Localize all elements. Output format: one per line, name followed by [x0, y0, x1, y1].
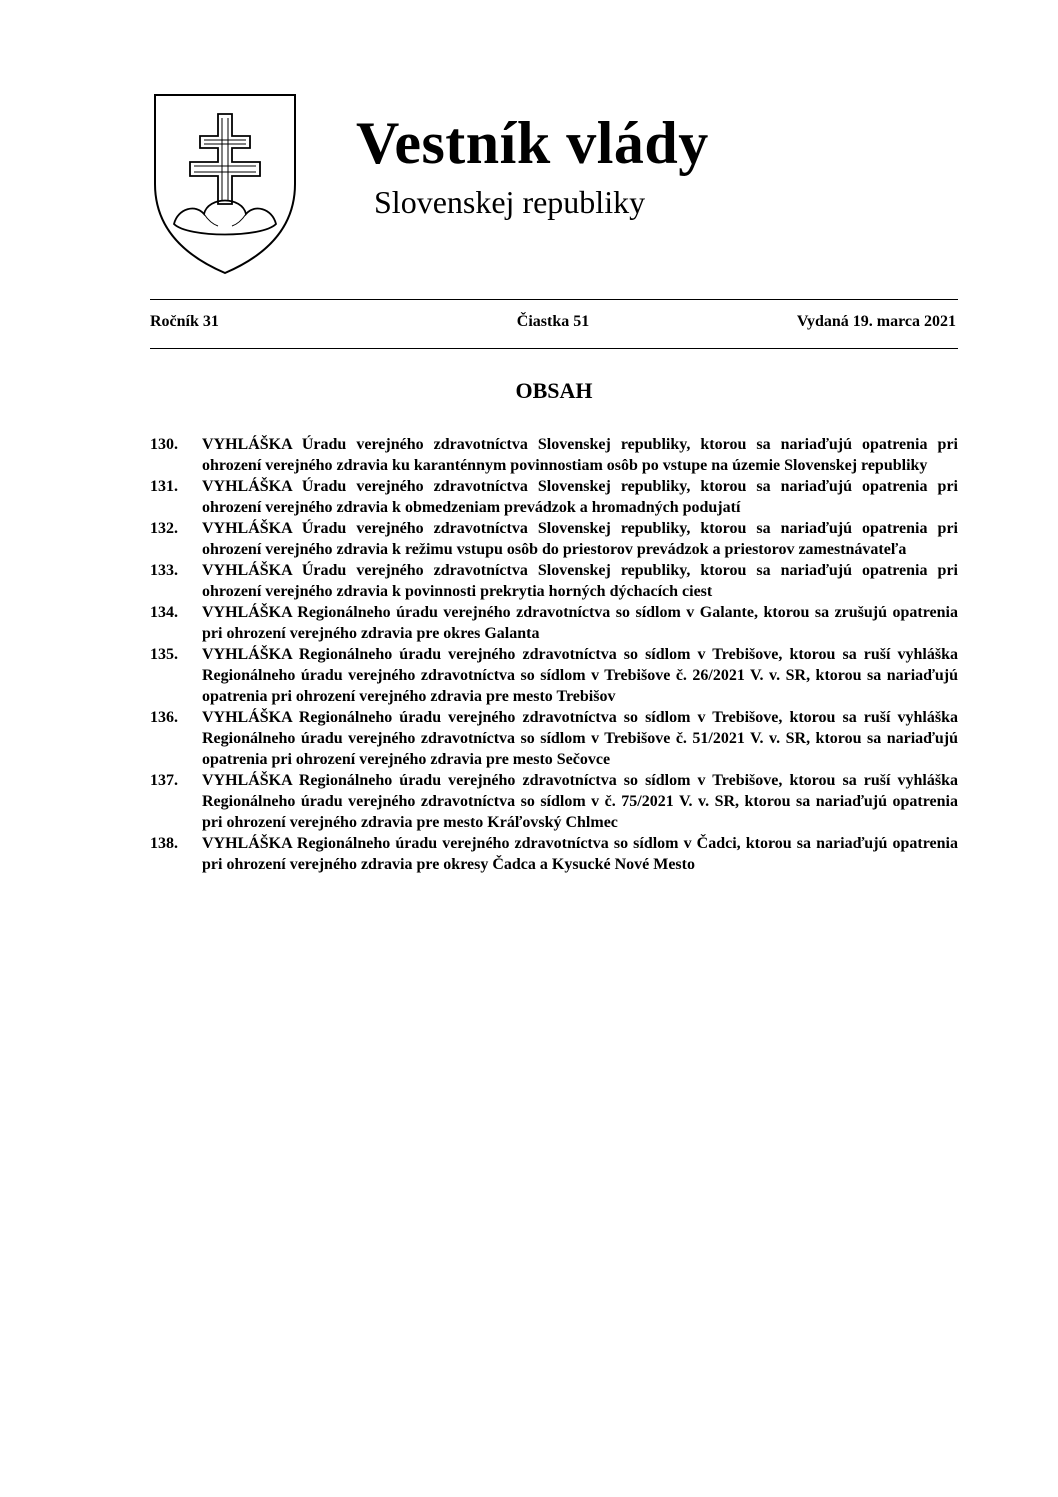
- issue-number: Čiastka 51: [516, 313, 590, 330]
- toc-item-text: VYHLÁŠKA Regionálneho úradu verejného zdravotníctva so sídlom v Trebišove, ktorou sa ruší vyhláška Regionálneho úradu verejného zdravotníctva so sídlom v Trebišove č. 51/2021 V. v. SR, ktorou sa nariaďujú opatrenia pri ohrození verejného zdravia pre mesto Sečovce: [202, 709, 958, 768]
- toc-item: [150, 770, 958, 833]
- toc-item: [150, 644, 958, 707]
- toc-item-number: 136.: [150, 709, 178, 726]
- toc-item-number: 130.: [150, 436, 178, 453]
- issue-date: Vydaná 19. marca 2021: [796, 313, 956, 330]
- toc-item-text: VYHLÁŠKA Regionálneho úradu verejného zdravotníctva so sídlom v Čadci, ktorou sa nariaďujú opatrenia pri ohrození verejného zdravia pre okresy Čadca a Kysucké Nové Mesto: [202, 835, 958, 873]
- toc-item: [150, 434, 958, 476]
- slovak-coat-of-arms-icon: [152, 92, 298, 276]
- toc-item-text: VYHLÁŠKA Úradu verejného zdravotníctva Slovenskej republiky, ktorou sa nariaďujú opatrenia pri ohrození verejného zdravia k povinnosti prekrytia horných dýchacích ciest: [202, 562, 958, 600]
- toc-item-text: VYHLÁŠKA Regionálneho úradu verejného zdravotníctva so sídlom v Galante, ktorou sa zrušujú opatrenia pri ohrození verejného zdravia pre okres Galanta: [202, 604, 958, 642]
- toc-item: [150, 518, 958, 560]
- toc-item: [150, 707, 958, 770]
- toc-item-number: 133.: [150, 562, 178, 579]
- publication-title: Vestník vlády: [356, 110, 709, 176]
- table-of-contents: [150, 434, 958, 875]
- toc-item-text: VYHLÁŠKA Regionálneho úradu verejného zdravotníctva so sídlom v Trebišove, ktorou sa ruší vyhláška Regionálneho úradu verejného zdravotníctva so sídlom v č. 75/2021 V. v. SR, ktorou sa nariaďujú opatrenia pri ohrození verejného zdravia pre mesto Kráľovský Chlmec: [202, 772, 958, 831]
- issue-meta: [150, 313, 956, 337]
- toc-item-text: VYHLÁŠKA Úradu verejného zdravotníctva Slovenskej republiky, ktorou sa nariaďujú opatrenia pri ohrození verejného zdravia ku karanténnym povinnostiam osôb po vstupe na územie Slovenskej republiky: [202, 436, 958, 474]
- toc-item: [150, 476, 958, 518]
- title-block: [356, 108, 916, 222]
- toc-item-number: 131.: [150, 478, 178, 495]
- toc-item-text: VYHLÁŠKA Úradu verejného zdravotníctva Slovenskej republiky, ktorou sa nariaďujú opatrenia pri ohrození verejného zdravia k režimu vstupu osôb do priestorov prevádzok a priestorov zamestnávateľa: [202, 520, 958, 558]
- toc-item-number: 138.: [150, 835, 178, 852]
- toc-item-text: VYHLÁŠKA Regionálneho úradu verejného zdravotníctva so sídlom v Trebišove, ktorou sa ruší vyhláška Regionálneho úradu verejného zdravotníctva so sídlom v Trebišove č. 26/2021 V. v. SR, ktorou sa nariaďujú opatrenia pri ohrození verejného zdravia pre mesto Trebišov: [202, 646, 958, 705]
- toc-item: [150, 560, 958, 602]
- publication-subtitle: Slovenskej republiky: [374, 184, 646, 220]
- toc-item-number: 132.: [150, 520, 178, 537]
- top-divider: [150, 299, 958, 300]
- volume-label: Ročník 31: [150, 313, 219, 330]
- toc-item-number: 137.: [150, 772, 178, 789]
- contents-heading: OBSAH: [515, 378, 593, 403]
- toc-item-number: 134.: [150, 604, 178, 621]
- toc-item-number: 135.: [150, 646, 178, 663]
- toc-item: [150, 833, 958, 875]
- toc-item-text: VYHLÁŠKA Úradu verejného zdravotníctva Slovenskej republiky, ktorou sa nariaďujú opatrenia pri ohrození verejného zdravia k obmedzeniam prevádzok a hromadných podujatí: [202, 478, 958, 516]
- bottom-divider: [150, 348, 958, 349]
- toc-item: [150, 602, 958, 644]
